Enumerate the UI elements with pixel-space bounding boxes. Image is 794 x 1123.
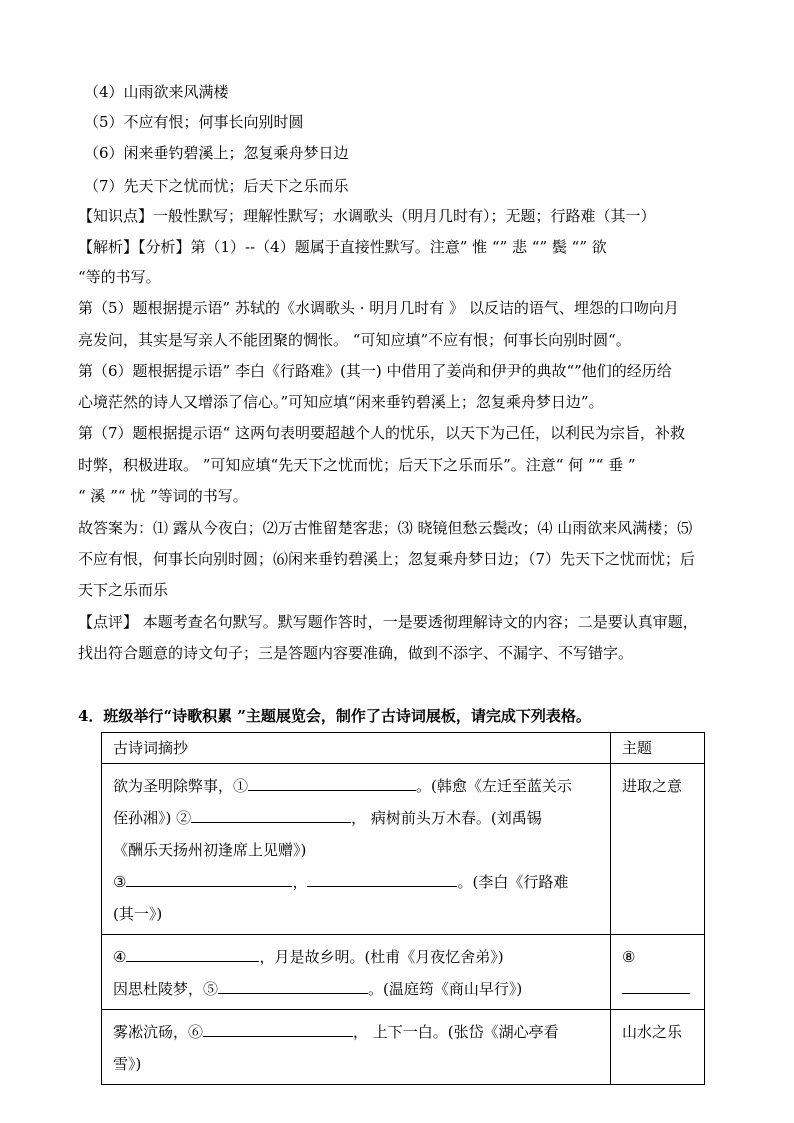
comment-line: 找出符合题意的诗文句子；三是答题内容要准确，做到不添字、不漏字、不写错字。 xyxy=(78,644,634,662)
theme-cell: 进取之意 xyxy=(611,764,705,935)
analysis-line: 心境茫然的诗人又增添了信心。”可知应填“闲来垂钓碧溪上；忽复乘舟梦日边”。 xyxy=(78,393,604,411)
table-row xyxy=(102,764,705,935)
analysis-line: “等的书写。 xyxy=(78,268,161,286)
table-header-row xyxy=(102,733,705,764)
blank-2[interactable] xyxy=(191,804,351,823)
analysis-line: “ 溪 ”“ 忧 ”等词的书写。 xyxy=(78,487,248,505)
knowledge-points: 【知识点】一般性默写；理解性默写；水调歌头（明月几时有）；无题；行路难（其一） xyxy=(78,207,656,225)
answer-summary: 天下之乐而乐 xyxy=(78,581,169,599)
analysis-line: 第（6）题根据提示语” 李白《行路难》(其一) 中借用了姜尚和伊尹的典故“”他们的经历给 xyxy=(78,362,672,380)
blank-6[interactable] xyxy=(203,1018,353,1037)
analysis-line: 第（7）题根据提示语“ 这两句表明要超越个人的忧乐，以天下为己任，以利民为宗旨，补救 xyxy=(78,424,685,442)
analysis-line: 亮发问，其实是写亲人不能团聚的惆怅。 “可知应填”不应有恨；何事长向别时圆“。 xyxy=(78,331,631,349)
header-theme: 主题 xyxy=(611,733,705,764)
table-row xyxy=(102,1010,705,1085)
comment-line: 【点评】 本题考查名句默写。默写题作答时，一是要透彻理解诗文的内容；二是要认真审题， xyxy=(78,613,698,631)
blank-8[interactable] xyxy=(622,975,690,994)
blank-4[interactable] xyxy=(126,943,259,962)
theme-cell: ⑧ xyxy=(611,935,705,1010)
answer-summary: 不应有恨，何事长向别时圆；⑹闲来垂钓碧溪上；忽复乘舟梦日边；（7）先天下之忧而忧；后 xyxy=(78,550,696,568)
poem-cell: 雾凇沆砀，⑥ ， 上下一白。(张岱《湖心亭看 雪》) xyxy=(102,1010,611,1085)
blank-1[interactable] xyxy=(248,772,416,791)
table-row xyxy=(102,935,705,1010)
analysis-line: 时弊，积极进取。 ”可知应填“先天下之忧而忧；后天下之乐而乐”。注意“ 何 ”“ 垂 ” xyxy=(78,456,636,474)
answer-line-4: （4）山雨欲来风满楼 xyxy=(84,83,229,101)
answer-line-7: （7）先天下之忧而忧；后天下之乐而乐 xyxy=(84,177,349,195)
poem-cell: 欲为圣明除弊事，① 。(韩愈《左迁至蓝关示 侄孙湘》) ② ， 病树前头万木春。(刘禹锡 《酬乐天扬州初逢席上见赠》) ③ ， 。(李白《行路难 (其一》) xyxy=(102,764,611,935)
blank-5[interactable] xyxy=(218,975,368,994)
poem-table xyxy=(101,732,705,1085)
analysis-line: 第（5）题根据提示语” 苏轼的《水调歌头 · 明月几时有 》 以反诘的语气、埋怨的口吻向月 xyxy=(78,299,679,317)
header-poem-excerpts: 古诗词摘抄 xyxy=(102,733,611,764)
question-4-title: 4．班级举行“诗歌积累 ”主题展览会，制作了古诗词展板，请完成下列表格。 xyxy=(78,707,591,725)
poem-cell: ④ ，月是故乡明。(杜甫《月夜忆舍弟》) 因思杜陵梦，⑤ 。(温庭筠《商山早行》) xyxy=(102,935,611,1010)
blank-3a[interactable] xyxy=(126,868,292,887)
analysis-line: 【解析】【分析】第（1）--（4）题属于直接性默写。注意” 惟 “” 悲 “” 鬓 “” 欲 xyxy=(78,238,607,256)
theme-cell: 山水之乐 xyxy=(611,1010,705,1085)
answer-line-5: （5）不应有恨；何事长向别时圆 xyxy=(84,113,304,131)
answer-line-6: （6）闲来垂钓碧溪上；忽复乘舟梦日边 xyxy=(84,144,349,162)
answer-summary: 故答案为：⑴ 露从今夜白；⑵万古惟留楚客悲；⑶ 晓镜但愁云鬓改；⑷ 山雨欲来风满楼；⑸ xyxy=(78,519,693,537)
blank-3b[interactable] xyxy=(307,868,457,887)
